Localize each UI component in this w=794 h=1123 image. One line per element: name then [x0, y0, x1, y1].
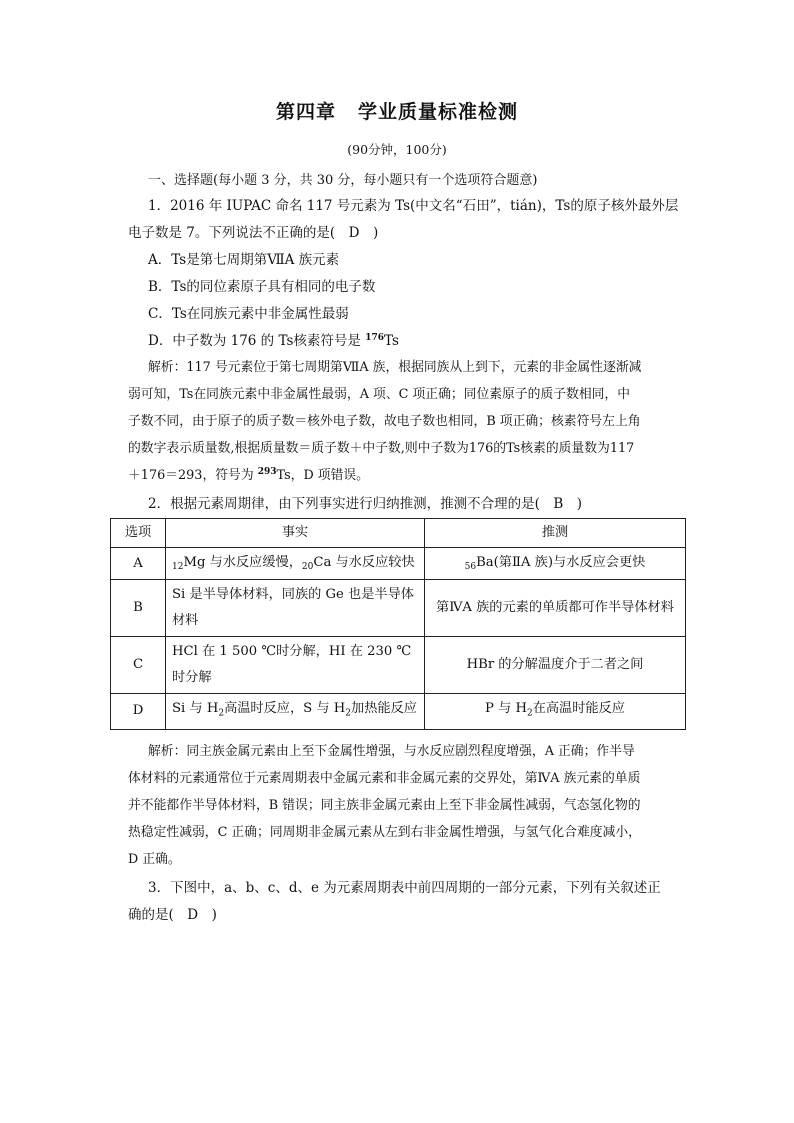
- q2-explanation-line4: 热稳定性减弱，C 正确；同周期非金属元素从左到右非金属性增强，与氢气化合难度减小，: [128, 825, 641, 840]
- q1-option-d: D．中子数为 176 的 Ts核素符号是 $^{176}$Ts: [148, 333, 399, 349]
- row-c-guess: HBr 的分解温度介于二者之间: [425, 637, 686, 694]
- q1-option-c: C．Ts在同族元素中非金属性最弱: [148, 306, 349, 322]
- header-option: 选项: [111, 519, 166, 548]
- table-row: [111, 580, 686, 637]
- row-b-fact: Si 是半导体材料，同族的 Ge 也是半导体材料: [166, 580, 425, 637]
- row-c-option: C: [111, 637, 166, 694]
- row-b-option: B: [111, 580, 166, 637]
- section-heading: 一、选择题(每小题 3 分，共 30 分，每小题只有一个选项符合题意): [148, 173, 538, 188]
- q1-option-b: B．Ts的同位素原子具有相同的电子数: [148, 279, 376, 295]
- table-row: [111, 548, 686, 580]
- q1-stem-line1: 1．2016 年 IUPAC 命名 117 号元素为 Ts(中文名“石田”，tián)，Ts的原子核外最外层: [148, 198, 679, 214]
- header-fact: 事实: [166, 519, 425, 548]
- row-d-option: D: [111, 694, 166, 730]
- page-title: 第四章 学业质量标准检测: [275, 101, 519, 123]
- q1-option-a: A．Ts是第七周期第ⅦA 族元素: [148, 252, 340, 268]
- q1-explanation-line1: 解析：117 号元素位于第七周期第ⅦA 族，根据同族从上到下，元素的非金属性逐渐减: [148, 360, 642, 375]
- row-d-guess: P 与 $H_2$在高温时能反应: [425, 694, 686, 730]
- q3-stem-line1: 3．下图中，a、b、c、d、e 为元素周期表中前四周期的一部分元素，下列有关叙述正: [148, 880, 661, 896]
- q1-explanation-line2: 弱可知，Ts在同族元素中非金属性最弱，A 项、C 项正确；同位素原子的质子数相同，中: [128, 387, 631, 402]
- q1-stem-line2: 电子数是 7。下列说法不正确的是( D ): [128, 225, 379, 241]
- table-header-row: [111, 519, 686, 548]
- row-a-fact: $_{12}$Mg 与水反应缓慢，$_{20}$Ca 与水反应较快: [166, 548, 425, 580]
- q2-stem: 2．根据元素周期律，由下列事实进行归纳推测，推测不合理的是( B ): [148, 496, 583, 512]
- q2-explanation-line3: 并不能都作半导体材料，B 错误；同主族非金属元素由上至下非金属性减弱，气态氢化物的: [128, 798, 641, 813]
- row-c-fact: HCl 在 1 500 ℃时分解，HI 在 230 ℃时分解: [166, 637, 425, 694]
- q3-stem-line2: 确的是( D ): [128, 907, 217, 923]
- row-b-guess: 第ⅣA 族的元素的单质都可作半导体材料: [425, 580, 686, 637]
- page-subtitle: (90分钟，100分): [347, 142, 447, 157]
- table-row: [111, 694, 686, 730]
- q1-explanation-line4: 的数字表示质量数,根据质量数＝质子数＋中子数,则中子数为176的Ts核素的质量数为117: [128, 441, 635, 456]
- row-a-option: A: [111, 548, 166, 580]
- q2-explanation-line2: 体材料的元素通常位于元素周期表中金属元素和非金属元素的交界处，第ⅣA 族元素的单质: [128, 771, 641, 786]
- q2-table: [110, 518, 686, 730]
- header-guess: 推测: [425, 519, 686, 548]
- q1-explanation-line5: ＋176＝293，符号为 $^{293}$Ts，D 项错误。: [128, 467, 369, 483]
- row-a-guess: $_{56}$Ba(第ⅡA 族)与水反应会更快: [425, 548, 686, 580]
- row-d-fact: Si 与 $H_2$高温时反应，S 与 $H_2$加热能反应: [166, 694, 425, 730]
- q2-explanation-line1: 解析：同主族金属元素由上至下金属性增强，与水反应剧烈程度增强，A 正确；作半导: [148, 744, 635, 759]
- q1-explanation-line3: 子数不同，由于原子的质子数＝核外电子数，故电子数也相同，B 项正确；核素符号左上角: [128, 414, 641, 429]
- q2-explanation-line5: D 正确。: [128, 852, 181, 867]
- table-row: [111, 637, 686, 694]
